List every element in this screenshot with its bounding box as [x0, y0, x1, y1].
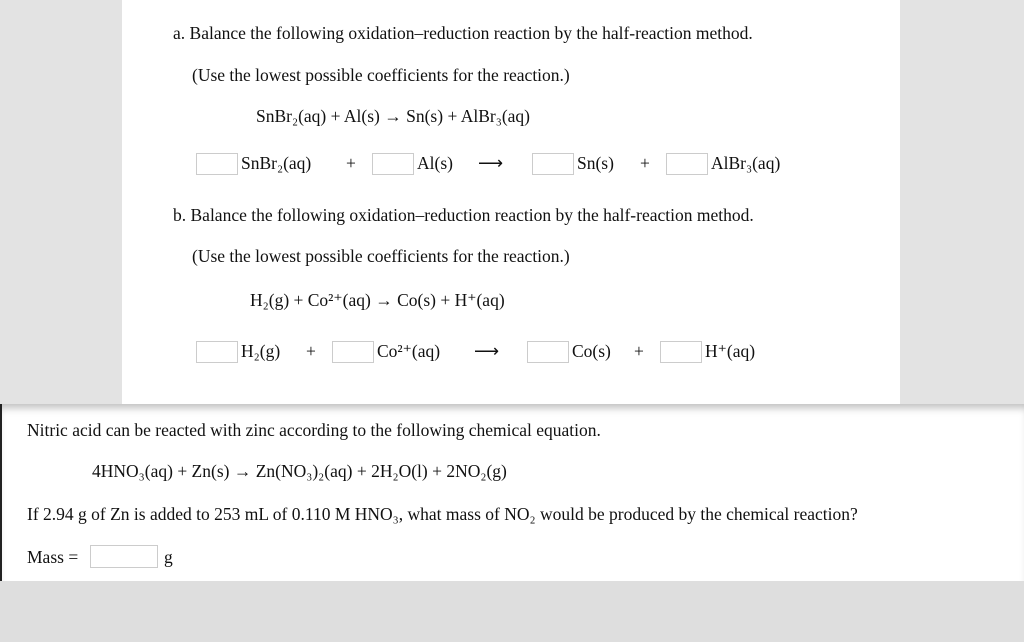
reaction-arrow: ⟶	[474, 341, 500, 361]
mass-input[interactable]	[90, 545, 158, 568]
plus-sign: +	[634, 341, 644, 361]
part-a-note: (Use the lowest possible coefficients for the reaction.)	[192, 65, 570, 85]
part-b-note: (Use the lowest possible coefficients for the reaction.)	[192, 246, 570, 266]
species-label: Al(s)	[417, 153, 453, 173]
coef-sn-input[interactable]	[532, 153, 574, 175]
coef-albr3-input[interactable]	[666, 153, 708, 175]
problem-intro: Nitric acid can be reacted with zinc according to the following chemical equation.	[27, 420, 601, 440]
coef-co2plus-input[interactable]	[332, 341, 374, 363]
coef-snbr2-input[interactable]	[196, 153, 238, 175]
species-label: H⁺(aq)	[705, 341, 756, 361]
species-label: Co²⁺(aq)	[377, 341, 441, 361]
coef-co-input[interactable]	[527, 341, 569, 363]
reaction-arrow: ⟶	[478, 153, 504, 173]
species-label: Co(s)	[572, 341, 611, 361]
plus-sign: +	[640, 153, 650, 173]
coef-h2-input[interactable]	[196, 341, 238, 363]
part-b-heading: b. Balance the following oxidation–reduction reaction by the half-reaction method.	[173, 205, 754, 225]
coef-hplus-input[interactable]	[660, 341, 702, 363]
problem-question: If 2.94 g of Zn is added to 253 mL of 0.110 M HNO₃, what mass of NO₂ would be produced by the chemical reaction?	[27, 504, 858, 524]
plus-sign: +	[346, 153, 356, 173]
part-b-equation: H₂(g) + Co²⁺(aq) → Co(s) + H⁺(aq)	[250, 290, 505, 310]
plus-sign: +	[306, 341, 316, 361]
mass-unit: g	[164, 547, 173, 567]
species-label: SnBr₂(aq)	[241, 153, 312, 173]
balancing-card	[122, 0, 900, 404]
species-label: H₂(g)	[241, 341, 281, 361]
part-a-heading: a. Balance the following oxidation–reduction reaction by the half-reaction method.	[173, 23, 753, 43]
problem-equation: 4HNO₃(aq) + Zn(s) → Zn(NO₃)₂(aq) + 2H₂O(l) + 2NO₂(g)	[92, 461, 507, 481]
species-label: AlBr₃(aq)	[711, 153, 781, 173]
mass-label: Mass =	[27, 547, 79, 567]
coef-al-input[interactable]	[372, 153, 414, 175]
species-label: Sn(s)	[577, 153, 614, 173]
part-a-equation: SnBr₂(aq) + Al(s) → Sn(s) + AlBr₃(aq)	[256, 106, 531, 126]
